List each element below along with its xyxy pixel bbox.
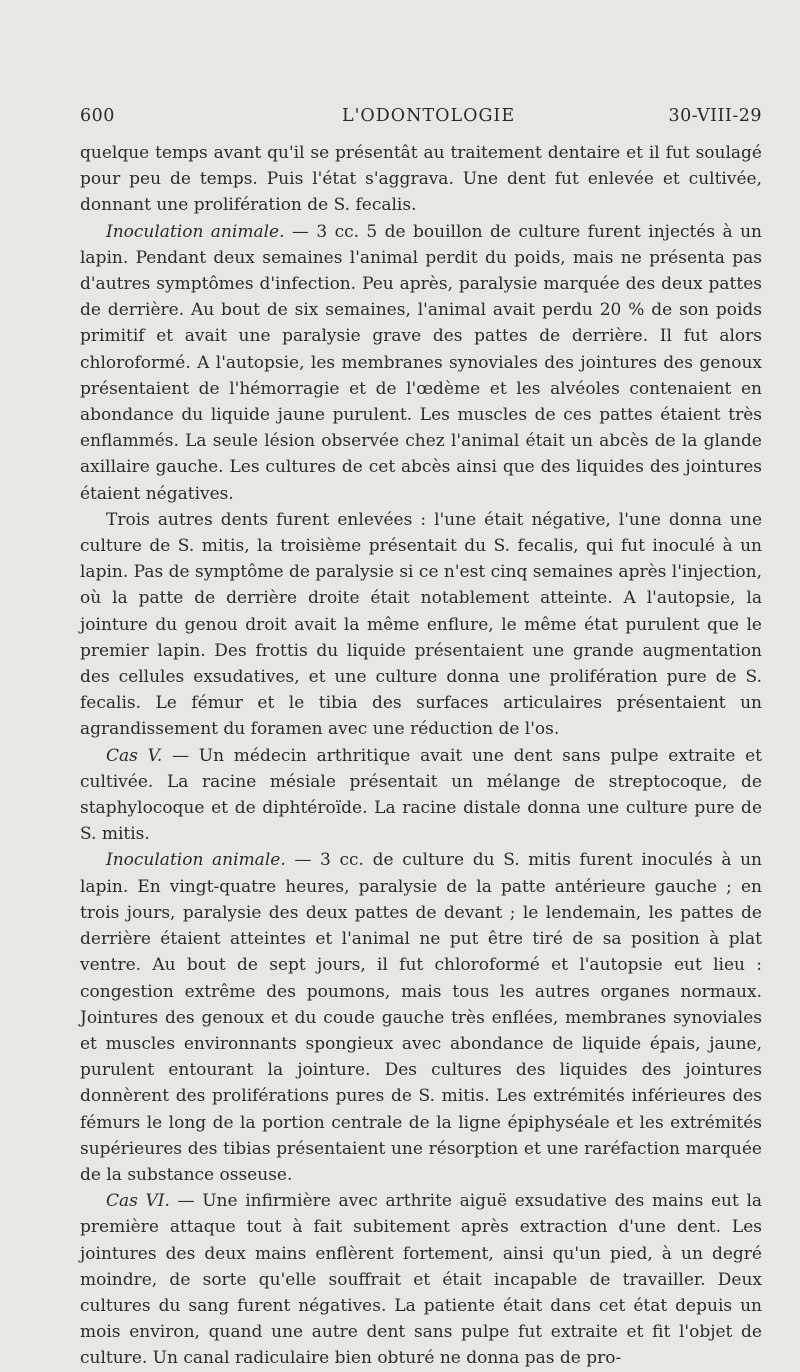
section-label: Inoculation animale. [106, 221, 285, 242]
section-label: Cas VI. [106, 1191, 170, 1212]
issue-date: 30-VIII-29 [668, 106, 762, 126]
paragraph-case-5 [80, 743, 762, 848]
paragraph-text: Trois autres dents furent enlevées : l'une était négative, l'une donna une culture de S. mitis, la troisième présentait du S. fecalis, qui fut inoculé à un lapin. Pas de symptôme de paralysie si ce n'est cinq semaines après l'injection, où la patte de derrière droite était notablement atteinte. A l'autopsie, la jointure du genou droit avait la même enflure, le même état purulent que le premier lapin. Des frottis du liquide présentaient une grande augmentation des cellules exsudatives, et une culture donna une prolifération pure de S. fecalis. Le fémur et le tibia des surfaces articulaires présentaient un agrandissement du foramen avec une réduction de l'os. [80, 509, 762, 740]
paragraph-text: quelque temps avant qu'il se présentât au traitement dentaire et il fut soulagé pour peu de temps. Puis l'état s'aggrava. Une dent fut enlevée et cultivée, donnant une prolifération de S. fecalis. [80, 143, 762, 216]
section-label: Cas V. [106, 745, 163, 766]
paragraph-case-6 [80, 1188, 762, 1371]
running-header [80, 100, 762, 140]
paragraph-text: — Une infirmière avec arthrite aiguë exsudative des mains eut la première attaque tout à fait subitement après extraction d'une dent. Les jointures des deux mains enflèrent fortement, ainsi qu'un pied, à un degré moindre, de sorte qu'elle souffrait et était incapable de travailler. Deux cultures du sang furent négatives. La patiente était dans cet état depuis un mois environ, quand une autre dent sans pulpe fut extraite et fit l'objet de culture. Un canal radiculaire bien obturé ne donna pas de pro- [80, 1191, 763, 1369]
page-number: 600 [80, 106, 115, 126]
paragraph-text: — 3 cc. 5 de bouillon de culture furent injectés à un lapin. Pendant deux semaines l'animal perdit du poids, mais ne présenta pas d'autres symptômes d'infection. Peu après, paralysie marquée des deux pattes de derrière. Au bout de six semaines, l'animal avait perdu 20 % de son poids primitif et avait une paralysie grave des pattes de derrière. Il fut alors chloroformé. A l'autopsie, les membranes synoviales des jointures des genoux présentaient de l'hémorragie et de l'œdème et les alvéoles contenaient en abondance du liquide jaune purulent. Les muscles de ces pattes étaient très enflammés. La seule lésion observée chez l'animal était un abcès de la glande axillaire gauche. Les cultures de cet abcès ainsi que des liquides des jointures étaient négatives. [80, 221, 763, 504]
paragraph-three-teeth [80, 507, 762, 743]
paragraph-inoculation-1 [80, 219, 762, 507]
section-label: Inoculation animale. [106, 850, 286, 871]
article-body [80, 140, 762, 1372]
paragraph-inoculation-2 [80, 847, 762, 1188]
running-title: L'ODONTOLOGIE [342, 106, 516, 126]
paragraph-text: — 3 cc. de culture du S. mitis furent inoculés à un lapin. En vingt-quatre heures, paralysie de la patte antérieure gauche ; en trois jours, paralysie des deux pattes de devant ; le lendemain, les pattes de derrière étaient atteintes et l'animal ne put être tiré de sa position à plat ventre. Au bout de sept jours, il fut chloroformé et l'autopsie eut lieu : congestion extrême des poumons, mais tous les autres organes normaux. Jointures des genoux et du coude gauche très enflées, membranes synoviales et muscles environnants spongieux avec abondance de liquide épais, jaune, purulent entourant la jointure. Des cultures des liquides des jointures donnèrent des proliférations pures de S. mitis. Les extrémités inférieures des fémurs le long de la portion centrale de la ligne épiphyséale et les extrémités supérieures des tibias présentaient une résorption et une raréfaction marquée de la substance osseuse. [80, 850, 762, 1185]
paragraph-continuation [80, 140, 762, 219]
paragraph-text: — Un médecin arthritique avait une dent sans pulpe extraite et cultivée. La racine mésiale présentait un mélange de streptocoque, de staphylocoque et de diphtéroïde. La racine distale donna une culture pure de S. mitis. [80, 745, 763, 845]
